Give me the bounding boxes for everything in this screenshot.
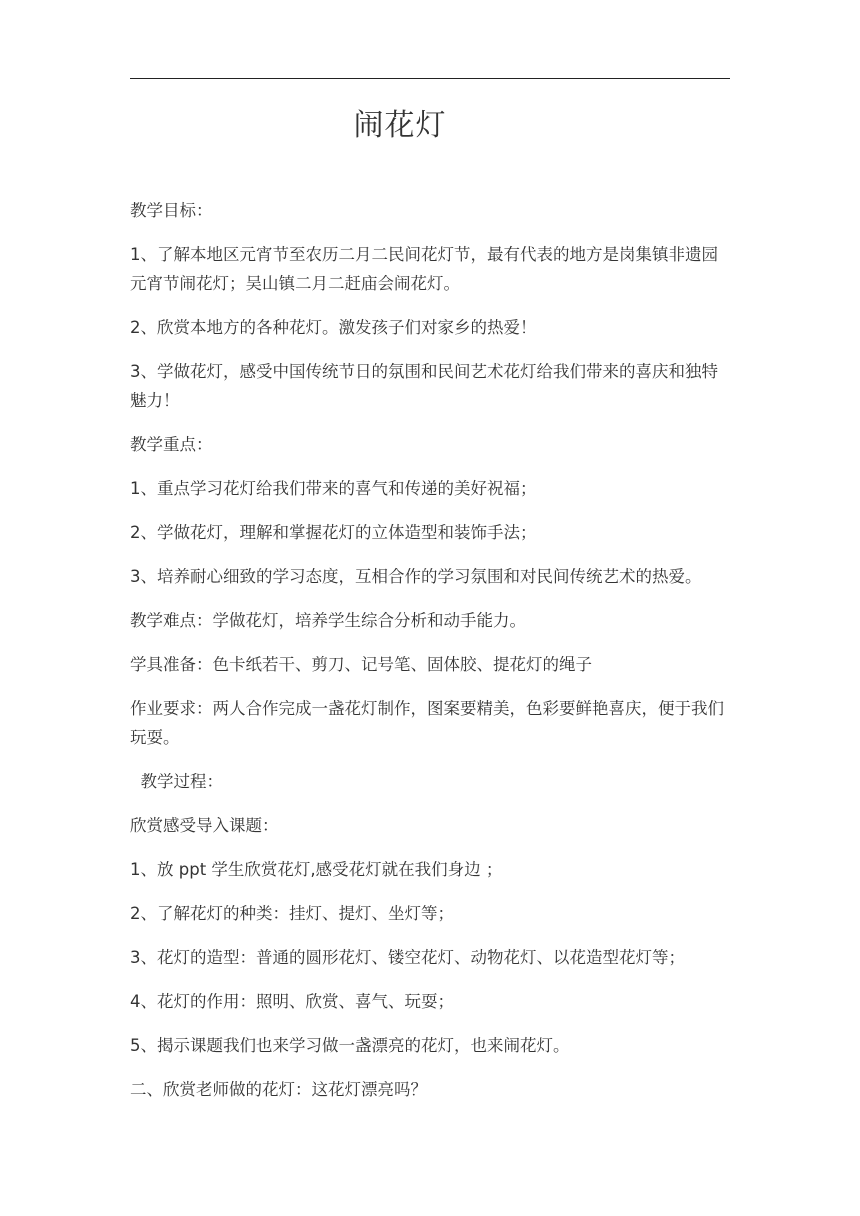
objective-item-3: 3、学做花灯，感受中国传统节日的氛围和民间艺术花灯给我们带来的喜庆和独特魅力！	[130, 362, 718, 410]
section-heading-objectives: 教学目标：	[130, 201, 213, 220]
homework-paragraph: 作业要求：两人合作完成一盏花灯制作，图案要精美，色彩要鲜艳喜庆，便于我们玩耍。	[130, 699, 724, 747]
objective-item-2: 2、欣赏本地方的各种花灯。激发孩子们对家乡的热爱！	[130, 318, 537, 337]
key-point-item-3: 3、培养耐心细致的学习态度，互相合作的学习氛围和对民间传统艺术的热爱。	[130, 567, 702, 586]
key-point-item-1: 1、重点学习花灯给我们带来的喜气和传递的美好祝福；	[130, 479, 537, 498]
process-item-5: 5、揭示课题我们也来学习做一盏漂亮的花灯，也来闹花灯。	[130, 1036, 570, 1055]
section-heading-process: 教学过程：	[130, 772, 223, 791]
header-rule	[130, 78, 730, 79]
objective-item-1: 1、了解本地区元宵节至农历二月二民间花灯节，最有代表的地方是岗集镇非遗园元宵节闹花灯；吴山镇二月二赶庙会闹花灯。	[130, 245, 718, 293]
process-item-1: 1、放 ppt 学生欣赏花灯,感受花灯就在我们身边 ；	[130, 860, 503, 879]
document-body	[130, 196, 734, 1119]
process-item-4: 4、花灯的作用：照明、欣赏、喜气、玩耍；	[130, 992, 454, 1011]
subsection-heading-intro: 欣赏感受导入课题：	[130, 816, 279, 835]
key-point-item-2: 2、学做花灯，理解和掌握花灯的立体造型和装饰手法；	[130, 523, 537, 542]
process-item-2: 2、了解花灯的种类：挂灯、提灯、坐灯等；	[130, 904, 454, 923]
materials-paragraph: 学具准备：色卡纸若干、剪刀、记号笔、固体胶、提花灯的绳子	[130, 655, 592, 674]
section-heading-key-points: 教学重点：	[130, 435, 213, 454]
section-heading-part-two: 二、欣赏老师做的花灯：这花灯漂亮吗？	[130, 1080, 427, 1099]
document-title: 闹花灯	[353, 108, 447, 143]
difficulty-paragraph: 教学难点：学做花灯，培养学生综合分析和动手能力。	[130, 611, 526, 630]
process-item-3: 3、花灯的造型：普通的圆形花灯、镂空花灯、动物花灯、以花造型花灯等；	[130, 948, 685, 967]
